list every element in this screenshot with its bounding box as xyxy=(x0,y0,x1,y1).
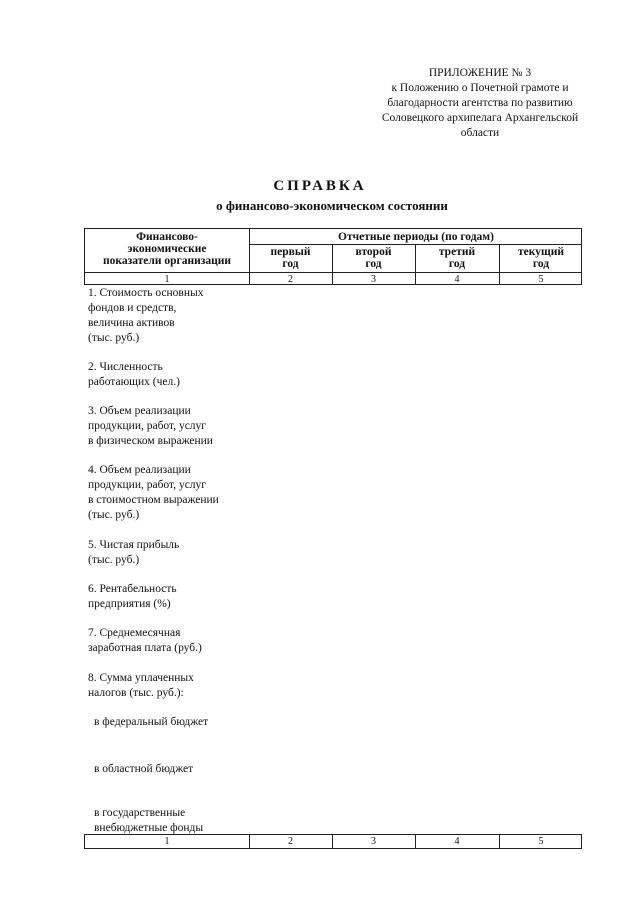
appendix-line: к Положению о Почетной грамоте и xyxy=(391,82,569,94)
appendix-line: благодарности агентства по развитию xyxy=(387,97,573,109)
indicator-row: 1. Стоимость основных фондов и средств, величина активов (тыс. руб.) xyxy=(88,287,204,344)
column-header-periods: Отчетные периоды (по годам) xyxy=(338,231,494,243)
footer-column-number: 5 xyxy=(538,836,544,847)
indicator-row: 4. Объем реализации продукции, работ, услуг в стоимостном выражении (тыс. руб.) xyxy=(88,464,219,521)
indicator-subrow: в государственные внебюджетные фонды xyxy=(94,807,204,834)
document-title: СПРАВКА xyxy=(273,178,367,194)
table-footer xyxy=(84,834,582,849)
column-number: 4 xyxy=(454,274,460,285)
indicator-row: 2. Численность работающих (чел.) xyxy=(88,361,180,388)
appendix-line: Соловецкого архипелага Архангельской xyxy=(381,112,579,124)
indicator-row: 3. Объем реализации продукции, работ, услуг в физическом выражении xyxy=(88,405,213,447)
column-header-current-year: текущий год xyxy=(518,246,564,270)
column-number: 1 xyxy=(164,274,170,285)
footer-column-number: 1 xyxy=(164,836,170,847)
column-number: 3 xyxy=(371,274,376,285)
column-header-year-3: третий год xyxy=(438,246,476,270)
appendix-title: ПРИЛОЖЕНИЕ № 3 xyxy=(428,67,532,79)
column-number: 5 xyxy=(538,274,544,285)
column-header-year-2: второй год xyxy=(355,246,392,270)
footer-column-number: 2 xyxy=(288,836,293,847)
appendix-line: области xyxy=(460,127,500,139)
indicator-row: 6. Рентабельность предприятия (%) xyxy=(88,583,177,610)
document-subtitle: о финансово-экономическом состоянии xyxy=(216,198,448,213)
column-header-indicators: Финансово- экономические показатели организации xyxy=(103,231,231,267)
table-header xyxy=(84,228,582,285)
indicator-row: 8. Сумма уплаченных налогов (тыс. руб.): xyxy=(88,672,194,699)
indicator-row: 5. Чистая прибыль (тыс. руб.) xyxy=(88,539,180,566)
indicator-subrow: в федеральный бюджет xyxy=(94,716,209,728)
indicator-row: 7. Среднемесячная заработная плата (руб.) xyxy=(88,627,202,654)
indicator-subrow: в областной бюджет xyxy=(94,763,194,775)
column-number: 2 xyxy=(288,274,293,285)
footer-column-number: 4 xyxy=(454,836,460,847)
footer-column-number: 3 xyxy=(371,836,376,847)
appendix-block xyxy=(360,66,600,141)
column-header-year-1: первый год xyxy=(270,246,311,270)
